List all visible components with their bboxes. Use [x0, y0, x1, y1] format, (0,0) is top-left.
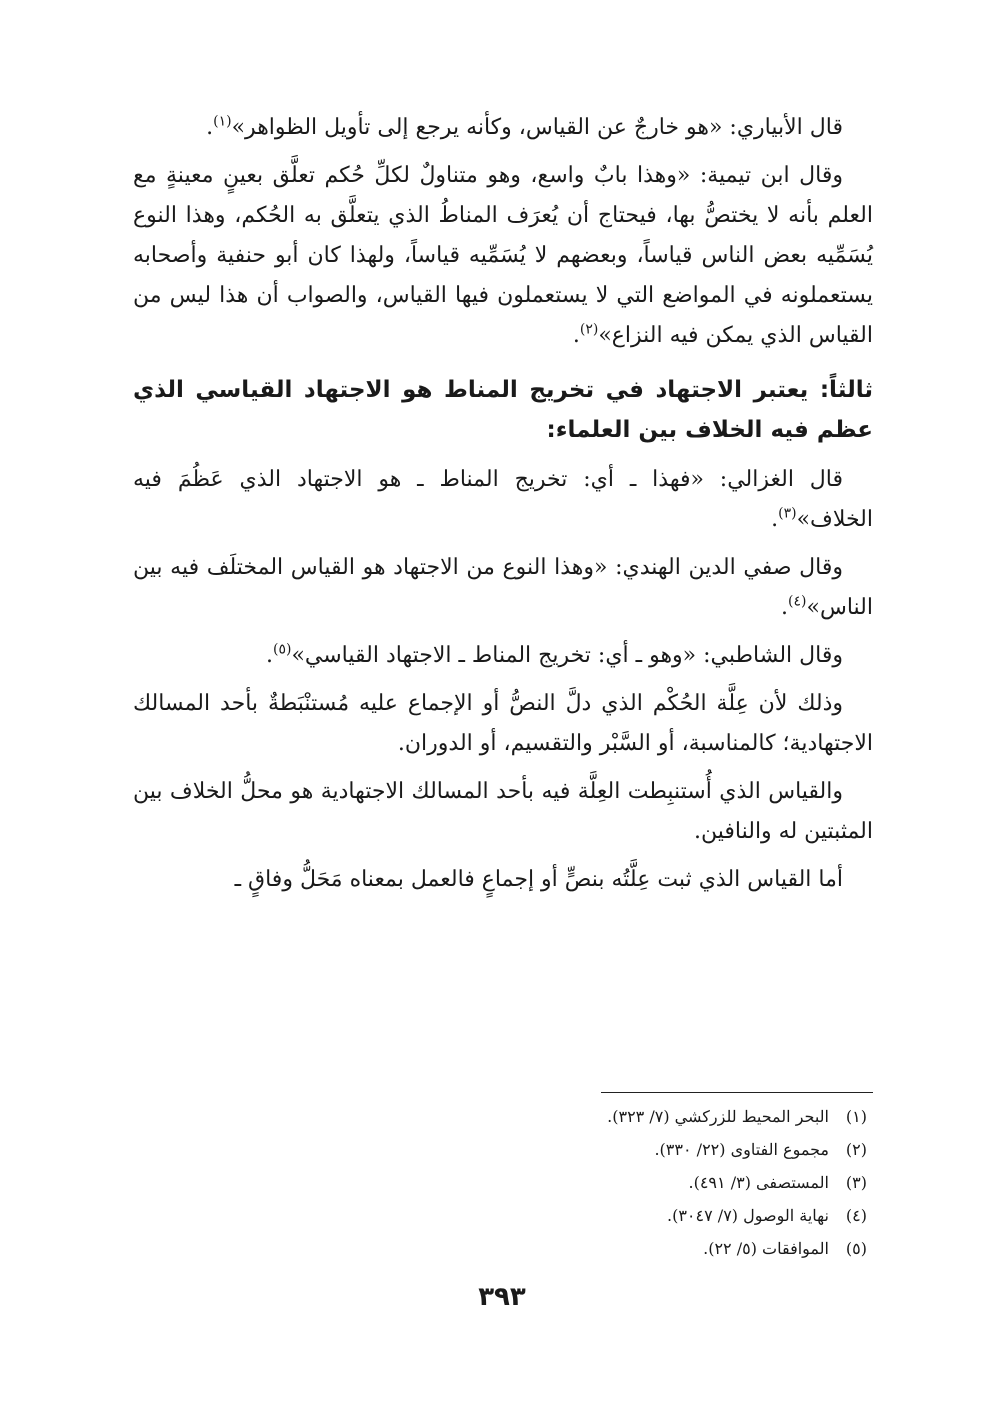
page-number: ٣٩٣: [478, 1282, 526, 1312]
footnote-5: (٥)الموافقات (٥/ ٢٢).: [703, 1239, 867, 1258]
heading-lead: ثالثاً:: [819, 377, 873, 403]
quote-hindi: وقال صفي الدين الهندي: «وهذا النوع من الاجتهاد هو القياس المختلَف فيه بين الناس»$^{(٤)}$.: [133, 555, 873, 620]
paragraph-agreed-qiyas: أما القياس الذي ثبت عِلَّتُه بنصٍّ أو إجماعٍ فالعمل بمعناه مَحَلُّ وفاقٍ ـ: [234, 867, 843, 892]
page-body: [133, 108, 873, 908]
footnote-ref-3[interactable]: (٣): [778, 505, 797, 522]
footnote-4: (٤)نهاية الوصول (٧/ ٣٠٤٧).: [667, 1206, 867, 1225]
footnote-ref-2[interactable]: (٢): [579, 321, 599, 338]
footnotes: [133, 1100, 873, 1265]
footnote-ref-4[interactable]: (٤): [788, 593, 807, 610]
quote-ghazali: قال الغزالي: «فهذا ـ أي: تخريج المناط ـ هو الاجتهاد الذي عَظُمَ فيه الخلاف»$^{(٣)}$.: [133, 467, 873, 532]
quote-ibn-taymiyya: وقال ابن تيمية: «وهذا بابٌ واسع، وهو متناولٌ لكلِّ حُكم تعلَّق بعينٍ معينةٍ مع العلم بأنه لا يختصُّ بها، فيحتاج أن يُعرَف المناطُ الذي يتعلَّق به الحُكم، وهذا النوع يُسَمِّيه بعض الناس قياساً، وبعضهم لا يُسَمِّيه قياساً، ولهذا كان أبو حنفية وأصحابه يستعملونه في المواضع التي لا يستعملون فيها القياس، والصواب أن هذا ليس من القياس الذي يمكن فيه النزاع»$^{(٢)}$.: [133, 163, 873, 348]
paragraph-reason: وذلك لأن عِلَّة الحُكْم الذي دلَّ النصُّ أو الإجماع عليه مُستنْبَطةٌ بأحد المسالك الاجتهادية؛ كالمناسبة، أو السَّبْر والتقسيم، أو الدوران.: [133, 691, 873, 756]
footnote-2: (٢)مجموع الفتاوى (٢٢/ ٣٣٠).: [654, 1140, 867, 1159]
footnote-ref-1[interactable]: (١): [213, 113, 232, 130]
footnote-ref-5[interactable]: (٥): [272, 641, 292, 658]
heading-text: يعتبر الاجتهاد في تخريج المناط هو الاجتهاد القياسي الذي عظم فيه الخلاف بين العلماء:: [133, 377, 873, 443]
quote-shatibi: وقال الشاطبي: «وهو ـ أي: تخريج المناط ـ الاجتهاد القياسي»$^{(٥)}$.: [265, 641, 843, 668]
footnote-separator: [601, 1092, 873, 1093]
footnote-3: (٣)المستصفى (٣/ ٤٩١).: [688, 1173, 867, 1192]
quote-abyari: قال الأبياري: «هو خارجٌ عن القياس، وكأنه يرجع إلى تأويل الظواهر»$^{(١)}$.: [206, 113, 843, 140]
section-heading: [133, 370, 873, 450]
paragraph-disputed-qiyas: والقياس الذي أُستنبِطت العِلَّة فيه بأحد المسالك الاجتهادية هو محلُّ الخلاف بين المثبتين له والنافين.: [133, 779, 873, 844]
footnote-1: (١)البحر المحيط للزركشي (٧/ ٣٢٣).: [607, 1107, 867, 1126]
